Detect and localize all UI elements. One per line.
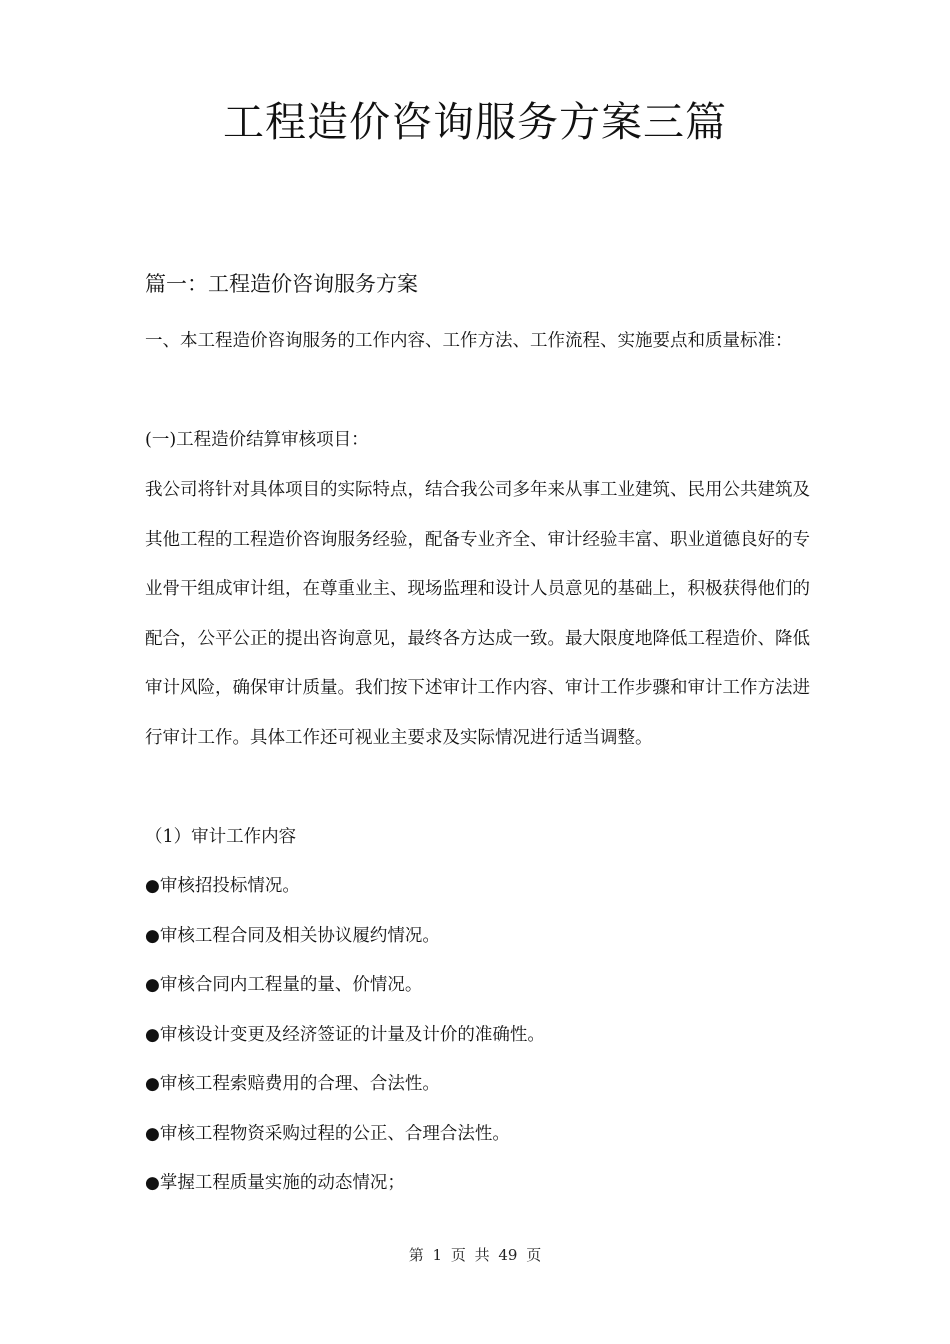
list-item-text: 审核招投标情况。	[159, 876, 300, 896]
list-item-text: 审核设计变更及经济签证的计量及计价的准确性。	[159, 1024, 545, 1045]
list-item-text: 掌握工程质量实施的动态情况；	[159, 1173, 405, 1193]
list-item	[145, 1060, 810, 1110]
list-item	[145, 1011, 810, 1061]
list-item	[145, 1159, 810, 1209]
list-item-text: 审核合同内工程量的量、价情况。	[159, 975, 423, 995]
document-title: 工程造价咨询服务方案三篇	[223, 98, 727, 146]
list-item	[145, 912, 810, 962]
paragraph-approach: 我公司将针对具体项目的实际特点，结合我公司多年来从事工业建筑、民用公共建筑及其他工程的工程造价咨询服务经验，配备专业齐全、审计经验丰富、职业道德良好的专业骨干组成审计组，在尊重业主、现场监理和设计人员意见的基础上，积极获得他们的配合，公平公正的提出咨询意见，最终各方达成一致。最大限度地降低工程造价、降低审计风险，确保审计质量。我们按下述审计工作内容、审计工作步骤和审计工作方法进行审计工作。具体工作还可视业主要求及实际情况进行适当调整。	[145, 480, 810, 748]
paragraph-subsection: (一)工程造价结算审核项目：	[145, 430, 369, 450]
list-item-text: 审核工程索赔费用的合理、合法性。	[159, 1074, 440, 1094]
bullet-icon: ●	[145, 1024, 160, 1045]
bullet-icon: ●	[145, 876, 160, 896]
list-item	[145, 862, 810, 912]
section-heading: 篇一：工程造价咨询服务方案	[145, 272, 418, 296]
bullet-icon: ●	[145, 975, 160, 995]
bullet-icon: ●	[145, 1173, 160, 1193]
paragraph-audit-content-heading: （1）审计工作内容	[145, 827, 297, 847]
paragraph-scope: 一、本工程造价咨询服务的工作内容、工作方法、工作流程、实施要点和质量标准：	[145, 331, 793, 351]
list-item-text: 审核工程合同及相关协议履约情况。	[159, 925, 440, 946]
list-item	[145, 961, 810, 1011]
list-item	[145, 1110, 810, 1160]
audit-content-list	[145, 862, 810, 1209]
bullet-icon: ●	[145, 925, 160, 946]
bullet-icon: ●	[145, 1123, 160, 1144]
page-number-footer: 第 1 页 共 49 页	[408, 1246, 542, 1264]
bullet-icon: ●	[145, 1074, 160, 1094]
list-item-text: 审核工程物资采购过程的公正、合理合法性。	[159, 1123, 510, 1144]
